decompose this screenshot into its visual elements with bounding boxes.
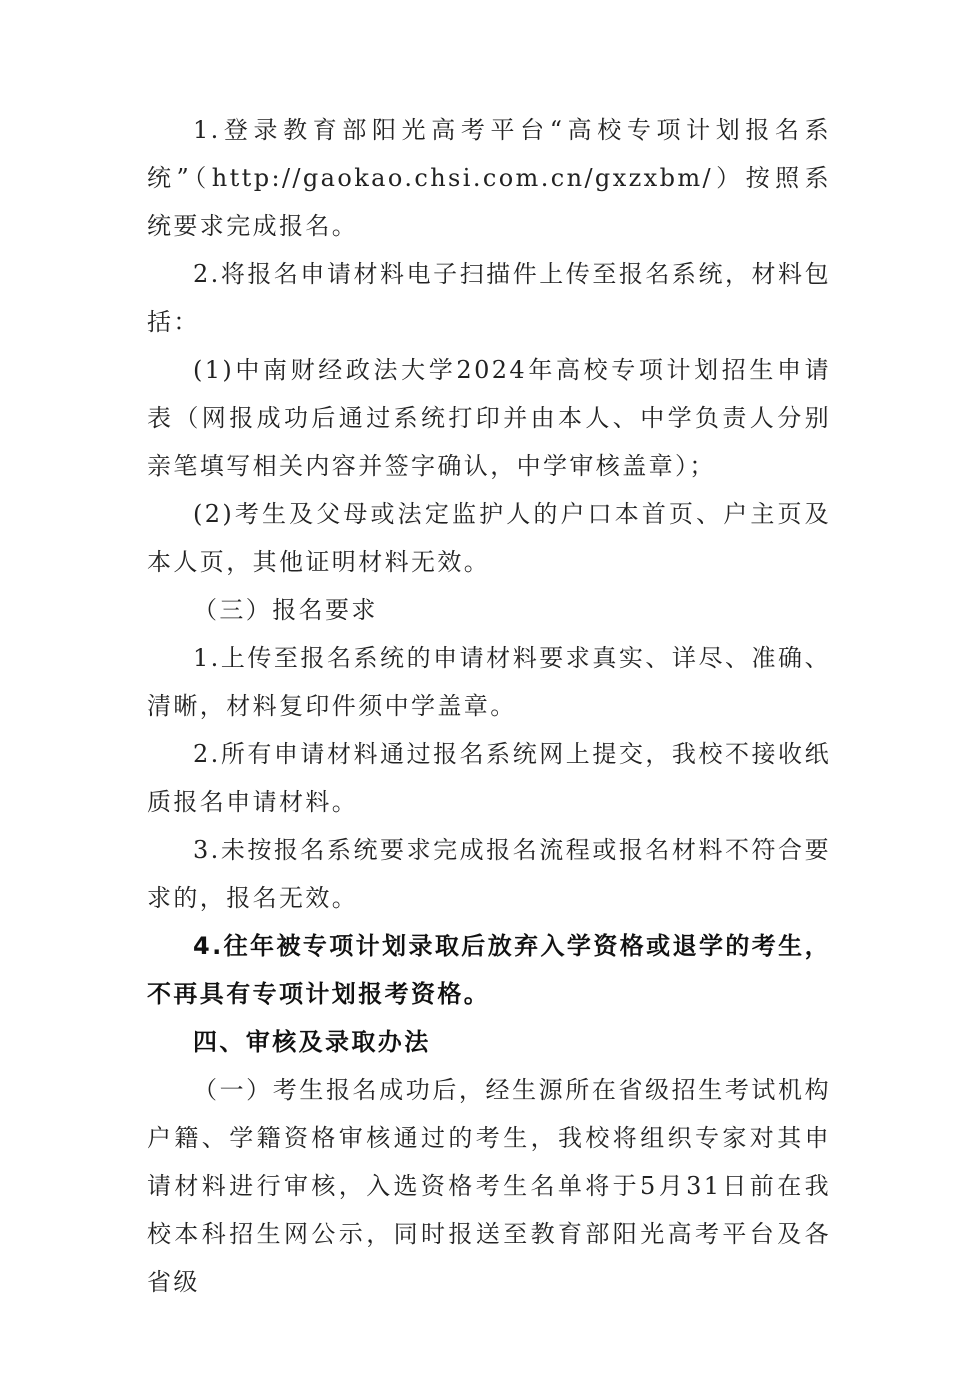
material-item-2-paragraph: (2)考生及父母或法定监护人的户口本首页、户主页及本人页，其他证明材料无效。 [147,500,831,576]
review-item-1-paragraph: （一）考生报名成功后，经生源所在省级招生考试机构户籍、学籍资格审核通过的考生，我校将组织专家对其申请材料进行审核，入选资格考生名单将于5月31日前在我校本科招生网公示，同时报送至教育部阳光高考平台及各省级 [147,1076,831,1296]
requirement-4-bold-paragraph: 4.往年被专项计划录取后放弃入学资格或退学的考生，不再具有专项计划报考资格。 [147,932,831,1008]
requirement-3-paragraph: 3.未按报名系统要求完成报名流程或报名材料不符合要求的，报名无效。 [147,836,831,912]
requirement-1-paragraph: 1.上传至报名系统的申请材料要求真实、详尽、准确、清晰，材料复印件须中学盖章。 [147,644,831,720]
material-item-1-paragraph: (1)中南财经政法大学2024年高校专项计划招生申请表（网报成功后通过系统打印并由本人、中学负责人分别亲笔填写相关内容并签字确认，中学审核盖章）； [147,356,831,480]
step-1-login-paragraph: 1.登录教育部阳光高考平台“高校专项计划报名系统”（http://gaokao.chsi.com.cn/gxzxbm/）按照系统要求完成报名。 [147,116,831,240]
document-body [147,106,831,1306]
requirement-2-paragraph: 2.所有申请材料通过报名系统网上提交，我校不接收纸质报名申请材料。 [147,740,831,816]
section-heading-review-admission: 四、审核及录取办法 [193,1028,431,1056]
step-2-upload-paragraph: 2.将报名申请材料电子扫描件上传至报名系统，材料包括： [147,260,831,336]
section-heading-registration-requirements: （三）报名要求 [193,596,378,624]
